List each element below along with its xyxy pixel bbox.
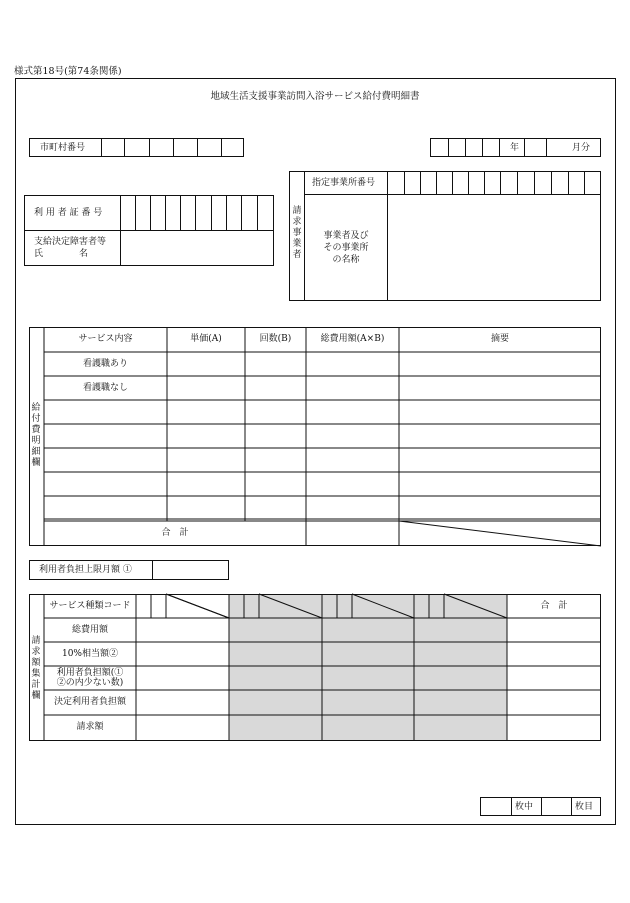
service-code-label: サービス種類コード: [49, 601, 131, 611]
benefit-total-label: 合 計: [161, 528, 189, 538]
billing-side-label: 請 求 額 集 計 欄: [31, 636, 41, 701]
provider-name-label-3: の名称: [332, 255, 360, 265]
header-total-cost: 総費用額(A×B): [320, 334, 385, 344]
billing-row-total-cost: 総費用額: [71, 625, 108, 635]
month-label: 月分: [572, 143, 591, 153]
office-number-label: 指定事業所番号: [312, 178, 376, 188]
provider-side-label: 請 求 事 業 者: [292, 206, 302, 260]
benefit-side-label: 給 付 費 明 細 欄: [31, 403, 41, 468]
person-label-line2: 氏 名: [34, 249, 89, 259]
municipality-number-label: 市町村番号: [40, 143, 86, 153]
billing-row-copay-line2: ②の内少ない数): [56, 678, 124, 688]
copay-limit-label: 利用者負担上限月額 ①: [39, 565, 132, 575]
header-service-content: サービス内容: [78, 334, 133, 344]
total-sheets-input[interactable]: [481, 798, 510, 815]
billing-row-billing-amount: 請求額: [76, 722, 104, 732]
sheet-label: 枚目: [575, 802, 594, 812]
row-label-nurse-yes: 看護職あり: [82, 359, 128, 369]
year-label: 年: [510, 143, 520, 153]
recipient-id-label: 利 用 者 証 番 号: [34, 208, 103, 218]
billing-row-ten-percent: 10%相当額②: [61, 649, 118, 659]
sheets-label: 枚中: [515, 802, 534, 812]
header-count: 回数(B): [259, 334, 292, 344]
header-remarks: 摘要: [490, 334, 509, 344]
provider-name-label-2: その事業所: [323, 243, 369, 253]
row-label-nurse-no: 看護職なし: [82, 383, 128, 393]
person-label-line1: 支給決定障害者等: [34, 237, 107, 247]
provider-name-label-1: 事業者及び: [323, 231, 369, 241]
form-number: 様式第18号(第74条関係): [14, 66, 122, 77]
header-unit-price: 単価(A): [190, 334, 222, 344]
billing-total-label: 合 計: [540, 601, 568, 611]
form-title: 地域生活支援事業訪問入浴サービス給付費明細書: [210, 91, 420, 102]
sheet-number-input[interactable]: [541, 798, 570, 815]
billing-row-decided-copay: 決定利用者負担額: [53, 697, 126, 707]
billing-row-copay-line1: 利用者負担額(①: [56, 668, 124, 678]
